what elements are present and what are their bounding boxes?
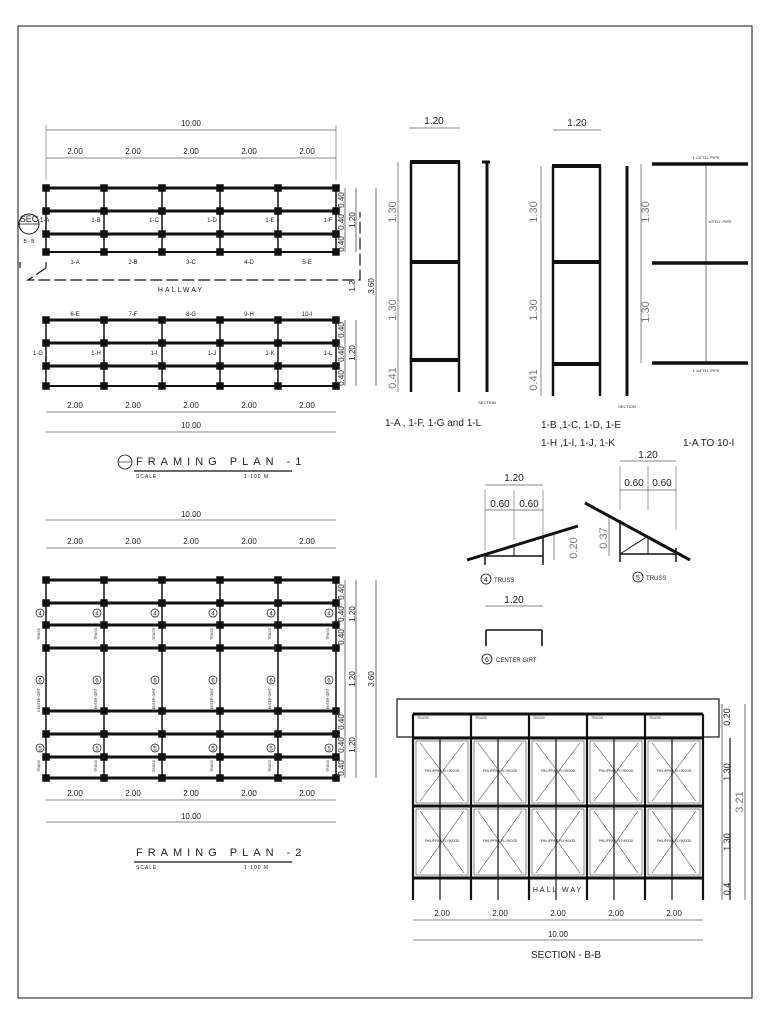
- plan2-post: [217, 731, 223, 737]
- plan2-post: [101, 600, 107, 606]
- plan1-right-dim: 0.40: [337, 346, 346, 362]
- plan1-bay-dim-bottom: 2.00: [125, 401, 141, 410]
- plan2-detail-num: 6: [38, 678, 42, 685]
- plan2-detail-num: 5: [38, 746, 42, 753]
- plan1-scale-value: 1:100 M: [244, 474, 270, 480]
- plan1-post: [43, 317, 49, 323]
- plan2-right-dim: 0.40: [337, 714, 346, 730]
- plan2-detail-num: 5: [211, 746, 215, 753]
- plan1-post: [333, 363, 339, 369]
- plan1-post: [159, 231, 165, 237]
- plan2-post: [101, 645, 107, 651]
- plan1-post: [217, 383, 223, 389]
- plan1-post: [101, 231, 107, 237]
- plan2-post: [43, 731, 49, 737]
- frame2-section-label: SECTION: [618, 404, 636, 409]
- plan2-overall-dim: 10.00: [180, 510, 202, 519]
- plan2-detail-num: 5: [327, 746, 331, 753]
- plan1-post: [217, 208, 223, 214]
- plan2-truss-note: TRUSS: [210, 760, 214, 772]
- plan2-post: [159, 600, 165, 606]
- plan2-post: [43, 708, 49, 714]
- plan1-post: [275, 208, 281, 214]
- plan2-post: [159, 622, 165, 628]
- plan2-post: [101, 775, 107, 781]
- plan1-grid-label: 1-F: [323, 218, 333, 224]
- plan1-grid-label: 6-E: [70, 312, 80, 318]
- plan2-post: [159, 708, 165, 714]
- plywood-label: PHILIPPINE PLYWOOD: [598, 839, 634, 843]
- plan2-post: [275, 622, 281, 628]
- frame2-h2: 1.30: [528, 299, 540, 321]
- plan1-grid-label: 8-G: [185, 312, 197, 318]
- section-b-b: [397, 699, 746, 961]
- plan1-post: [275, 363, 281, 369]
- section-marker-label: SEC: [19, 214, 39, 224]
- section-truss-tag: TRUSS: [417, 716, 429, 720]
- plan1-post: [217, 340, 223, 346]
- plan2-detail-num: 6: [153, 678, 157, 685]
- plan2-post: [43, 622, 49, 628]
- section-truss-tag: TRUSS: [591, 716, 603, 720]
- plywood-label: PHILIPPINE PLYWOOD: [598, 769, 634, 773]
- frame1-width: 1.20: [424, 116, 444, 127]
- plan1-post: [333, 317, 339, 323]
- plan2-truss-note: TRUSS: [152, 760, 156, 772]
- plan2-detail-num: 5: [95, 746, 99, 753]
- plan1-post: [43, 185, 49, 191]
- frame-elevation-1: [385, 116, 496, 429]
- plan1-bay-dim: 2.00: [299, 147, 315, 156]
- plan2-detail-num: 6: [327, 678, 331, 685]
- plan2-truss-note: TRUSS: [326, 760, 330, 772]
- plan1-post: [43, 383, 49, 389]
- girt6-label: CENTER GIRT: [496, 658, 537, 664]
- plan1-bay-dim: 2.00: [183, 147, 199, 156]
- frame2-width: 1.20: [567, 118, 587, 129]
- plan2-post: [217, 754, 223, 760]
- plan1-grid-label: 5-E: [302, 260, 312, 266]
- plan2-post: [43, 775, 49, 781]
- section-total-height: 3.21: [734, 791, 746, 813]
- plywood-label: PHILIPPINE PLYWOOD: [656, 769, 692, 773]
- plan2-truss-note: TRUSS: [94, 628, 98, 640]
- plan2-post: [217, 708, 223, 714]
- frame2-h1: 1.30: [528, 201, 540, 223]
- frame-elevation-2: [528, 118, 636, 449]
- plan1-post: [101, 317, 107, 323]
- plan1-grid-label: 1-H: [91, 351, 101, 357]
- plan1-post: [333, 231, 339, 237]
- plan1-overall-dim: 10.00: [180, 119, 202, 128]
- plan2-bay-dim: 2.00: [241, 537, 257, 546]
- plan2-detail-num: 6: [269, 678, 273, 685]
- plan1-grid-label: 1-D: [207, 218, 217, 224]
- plan1-post: [333, 340, 339, 346]
- plan2-bay-dim-bottom: 2.00: [299, 789, 315, 798]
- plan2-post: [333, 754, 339, 760]
- plan2-detail-num: 6: [211, 678, 215, 685]
- plywood-label: PHILIPPINE PLYWOOD: [540, 839, 576, 843]
- plan2-post: [43, 754, 49, 760]
- plan2-right-dim: 0.40: [337, 584, 346, 600]
- plan2-post: [275, 577, 281, 583]
- plan2-detail-num: 4: [269, 611, 273, 618]
- section-overall-dim: 10.00: [547, 930, 569, 939]
- plan2-post: [217, 645, 223, 651]
- plan2-bay-dim: 2.00: [299, 537, 315, 546]
- plan1-post: [43, 363, 49, 369]
- plan1-bay-dim: 2.00: [67, 147, 83, 156]
- plywood-label: PHILIPPINE PLYWOOD: [424, 769, 460, 773]
- section-bay-dim: 2.00: [550, 909, 566, 918]
- plan1-grid-label: 1-B: [91, 218, 101, 224]
- frame3-pipe-mid: 1/2"G.I. PIPE: [708, 219, 732, 224]
- plan2-post: [159, 577, 165, 583]
- section-marker-sub: B - B: [23, 239, 35, 245]
- plan2-truss-note: TRUSS: [37, 760, 41, 772]
- plan1-right-dim: 0.40: [337, 370, 346, 386]
- plan1-scale-label: SCALE: [136, 474, 158, 480]
- plan2-right-dim: 0.40: [337, 760, 346, 776]
- plan1-title: FRAMING PLAN -1: [136, 456, 307, 468]
- frame1-section-label: SECTION: [478, 400, 496, 405]
- truss5-label: TRUSS: [646, 576, 667, 582]
- plan2-detail-num: 4: [327, 611, 331, 618]
- plan1-total-dim: 3.60: [367, 278, 376, 294]
- section-marker-grid: 1-A: [40, 218, 50, 224]
- plan1-right-dim: 0.40: [337, 236, 346, 252]
- plan2-girt-note: CENTER GIRT: [152, 688, 156, 712]
- plan1-right-dim: 0.40: [337, 192, 346, 208]
- plan1-post: [275, 185, 281, 191]
- frame3-pipe-bot: 1 1/4"G.I. PIPE: [692, 368, 720, 373]
- plan2-bay-dim-bottom: 2.00: [241, 789, 257, 798]
- plan2-right-dim: 1.20: [348, 606, 357, 622]
- plan2-detail-num: 4: [153, 611, 157, 618]
- plan1-bay-dim-bottom: 2.00: [67, 401, 83, 410]
- plan2-scale-value: 1:100 M: [244, 865, 270, 871]
- plan1-grid-label: 4-D: [244, 260, 254, 266]
- plan2-bay-dim: 2.00: [125, 537, 141, 546]
- section-bay-dim: 2.00: [666, 909, 682, 918]
- truss5-half-1: 0.60: [624, 478, 644, 489]
- plan2-post: [101, 731, 107, 737]
- plywood-label: PHILIPPINE PLYWOOD: [424, 839, 460, 843]
- plan1-post: [159, 249, 165, 255]
- plan1-grid-label: 10-I: [301, 312, 313, 318]
- plan2-detail-num: 5: [269, 746, 273, 753]
- plan1-grid-label: 1-A: [70, 260, 80, 266]
- plan1-post: [275, 340, 281, 346]
- plywood-label: PHILIPPINE PLYWOOD: [656, 839, 692, 843]
- plan2-post: [275, 731, 281, 737]
- plan1-post: [217, 249, 223, 255]
- plan2-girt-note: CENTER GIRT: [94, 688, 98, 712]
- truss5-num: 5: [636, 575, 640, 582]
- plan2-post: [43, 645, 49, 651]
- truss4-height: 0.20: [568, 537, 580, 559]
- plan1-bay-dim-bottom: 2.00: [183, 401, 199, 410]
- plan1-right-dim: 1.20: [348, 345, 357, 361]
- plan2-right-dim: 0.40: [337, 629, 346, 645]
- plan2-post: [43, 600, 49, 606]
- plan1-post: [333, 208, 339, 214]
- girt6-num: 6: [485, 657, 489, 664]
- plan2-truss-note: TRUSS: [210, 628, 214, 640]
- plan2-girt-note: CENTER GIRT: [326, 688, 330, 712]
- plan2-detail-num: 4: [95, 611, 99, 618]
- plan2-post: [275, 775, 281, 781]
- section-bay-dim: 2.00: [608, 909, 624, 918]
- truss5-height: 0.37: [598, 527, 610, 549]
- plan2-detail-num: 4: [38, 611, 42, 618]
- section-right-dim: 0.20: [722, 708, 732, 726]
- plan1-post: [43, 208, 49, 214]
- plan1-post: [101, 340, 107, 346]
- plan1-bay-dim-bottom: 2.00: [241, 401, 257, 410]
- plan2-girt-note: CENTER GIRT: [268, 688, 272, 712]
- section-truss-tag: TRUSS: [649, 716, 661, 720]
- plan2-post: [333, 645, 339, 651]
- frame2-caption-2: 1-H ,1-I, 1-J, 1-K: [541, 438, 615, 449]
- plan1-post: [101, 383, 107, 389]
- plan2-post: [217, 577, 223, 583]
- plan1-grid-label: 7-F: [128, 312, 138, 318]
- plan2-post: [101, 622, 107, 628]
- plan2-post: [159, 731, 165, 737]
- plan1-post: [159, 317, 165, 323]
- frame2-h3: 0.41: [528, 369, 540, 391]
- plan2-title: FRAMING PLAN -2: [136, 847, 307, 859]
- plan1-post: [217, 363, 223, 369]
- plan2-truss-note: TRUSS: [152, 628, 156, 640]
- plan1-right-dim: 0.40: [337, 214, 346, 230]
- plan1-bay-dim-bottom: 2.00: [299, 401, 315, 410]
- plan2-post: [275, 708, 281, 714]
- plan2-truss-note: TRUSS: [37, 628, 41, 640]
- plan1-post: [217, 317, 223, 323]
- section-truss-tag: TRUSS: [475, 716, 487, 720]
- plan2-post: [159, 775, 165, 781]
- plan1-post: [101, 185, 107, 191]
- frame-elevation-3: [640, 155, 748, 449]
- plan2-total-dim: 3.60: [367, 671, 376, 687]
- plan2-bay-dim-bottom: 2.00: [125, 789, 141, 798]
- plan2-post: [275, 600, 281, 606]
- plan2-truss-note: TRUSS: [326, 628, 330, 640]
- plan1-post: [275, 249, 281, 255]
- plan1-hall-dim: 1.2: [348, 280, 357, 292]
- plan2-post: [333, 731, 339, 737]
- frame1-h3: 0.41: [387, 367, 399, 389]
- plan2-post: [217, 600, 223, 606]
- plan2-right-dim: 0.40: [337, 606, 346, 622]
- plan1-overall-dim-bottom: 10.00: [180, 421, 202, 430]
- plan1-post: [43, 249, 49, 255]
- plan1-grid-label: 1-K: [265, 351, 275, 357]
- truss5-half-2: 0.60: [652, 478, 672, 489]
- truss4-half-2: 0.60: [519, 499, 539, 510]
- frame2-caption-1: 1-B ,1-C, 1-D, 1-E: [541, 420, 622, 431]
- framing-plan-2: [36, 510, 376, 871]
- plywood-label: PHILIPPINE PLYWOOD: [482, 839, 518, 843]
- frame3-pipe-top: 1 1/4"G.I. PIPE: [692, 155, 720, 160]
- truss4-label: TRUSS: [494, 578, 515, 584]
- plan2-detail-num: 5: [153, 746, 157, 753]
- plan2-overall-dim-bottom: 10.00: [180, 812, 202, 821]
- frame3-h1: 1.30: [640, 201, 652, 223]
- framing-plan-1: [19, 119, 376, 480]
- plan2-post: [43, 577, 49, 583]
- plan1-post: [217, 185, 223, 191]
- plan1-grid-label: 1-J: [207, 351, 217, 357]
- section-title: SECTION - B-B: [530, 950, 602, 961]
- plan1-post: [101, 249, 107, 255]
- frame1-h1: 1.30: [387, 201, 399, 223]
- plan2-right-dim: 0.40: [337, 737, 346, 753]
- plan2-right-dim: 1.20: [348, 671, 357, 687]
- plan1-post: [159, 383, 165, 389]
- plan1-right-dim: 1.20: [348, 212, 357, 228]
- frame1-h2: 1.30: [387, 299, 399, 321]
- plan1-grid-label: 1-L: [323, 351, 333, 357]
- truss-5-detail: [585, 450, 690, 582]
- section-hallway-label: HALL WAY: [532, 887, 584, 894]
- plywood-label: PHILIPPINE PLYWOOD: [482, 769, 518, 773]
- plan2-girt-note: CENTER GIRT: [37, 688, 41, 712]
- plan2-post: [275, 645, 281, 651]
- plan1-post: [275, 231, 281, 237]
- plan1-post: [101, 363, 107, 369]
- plan1-right-dim: 0.40: [337, 322, 346, 338]
- section-right-dim: 0.4: [722, 882, 732, 896]
- plan2-post: [333, 600, 339, 606]
- plan2-truss-note: TRUSS: [268, 760, 272, 772]
- plan2-post: [333, 708, 339, 714]
- plan2-post: [101, 754, 107, 760]
- plan1-grid-label: 3-C: [186, 260, 196, 266]
- center-girt-6-detail: [482, 595, 543, 664]
- frame3-caption: 1-A TO 10-I: [683, 438, 735, 449]
- truss5-width: 1.20: [638, 450, 658, 461]
- plan2-truss-note: TRUSS: [268, 628, 272, 640]
- plan1-post: [275, 383, 281, 389]
- plan1-post: [159, 185, 165, 191]
- section-right-dim: 1.30: [722, 833, 732, 851]
- truss4-width: 1.20: [504, 473, 524, 484]
- plan1-grid-label: 2-B: [128, 260, 138, 266]
- plan2-right-dim: 1.20: [348, 737, 357, 753]
- plan1-post: [43, 231, 49, 237]
- truss4-half-1: 0.60: [490, 499, 510, 510]
- section-bay-dim: 2.00: [434, 909, 450, 918]
- hallway-label: HALLWAY: [157, 287, 205, 294]
- plan2-bay-dim-bottom: 2.00: [183, 789, 199, 798]
- plan2-bay-dim: 2.00: [67, 537, 83, 546]
- plan1-bay-dim: 2.00: [241, 147, 257, 156]
- truss-4-detail: [467, 473, 580, 584]
- plan1-grid-label: 1-I: [150, 351, 158, 357]
- plan1-grid-label: 1-G: [32, 351, 44, 357]
- plan2-post: [217, 622, 223, 628]
- plan2-detail-num: 6: [95, 678, 99, 685]
- plan2-girt-note: CENTER GIRT: [210, 688, 214, 712]
- section-right-dim: 1.30: [722, 763, 732, 781]
- plan2-bay-dim-bottom: 2.00: [67, 789, 83, 798]
- plan2-post: [101, 708, 107, 714]
- truss4-num: 4: [484, 577, 488, 584]
- frame1-caption: 1-A , 1-F, 1-G and 1-L: [385, 418, 482, 429]
- plan1-post: [101, 208, 107, 214]
- plan1-post: [159, 208, 165, 214]
- plywood-label: PHILIPPINE PLYWOOD: [540, 769, 576, 773]
- plan1-post: [159, 363, 165, 369]
- plan2-truss-note: TRUSS: [94, 760, 98, 772]
- plan2-post: [275, 754, 281, 760]
- plan2-bay-dim: 2.00: [183, 537, 199, 546]
- plan2-detail-num: 4: [211, 611, 215, 618]
- section-truss-tag: TRUSS: [533, 716, 545, 720]
- frame3-h2: 1.30: [640, 301, 652, 323]
- plan1-post: [333, 185, 339, 191]
- girt6-width: 1.20: [504, 595, 524, 606]
- plan2-post: [217, 775, 223, 781]
- plan2-scale-label: SCALE: [136, 865, 158, 871]
- plan1-post: [217, 231, 223, 237]
- plan2-post: [159, 645, 165, 651]
- section-bay-dim: 2.00: [492, 909, 508, 918]
- plan1-grid-label: 1-E: [265, 218, 275, 224]
- plan2-post: [159, 754, 165, 760]
- plan2-post: [101, 577, 107, 583]
- plan1-post: [159, 340, 165, 346]
- plan1-post: [275, 317, 281, 323]
- plan1-bay-dim: 2.00: [125, 147, 141, 156]
- plan1-grid-label: 1-C: [149, 218, 159, 224]
- plan1-post: [43, 340, 49, 346]
- plan2-post: [333, 622, 339, 628]
- plan2-post: [333, 577, 339, 583]
- plan1-grid-label: 9-H: [244, 312, 254, 318]
